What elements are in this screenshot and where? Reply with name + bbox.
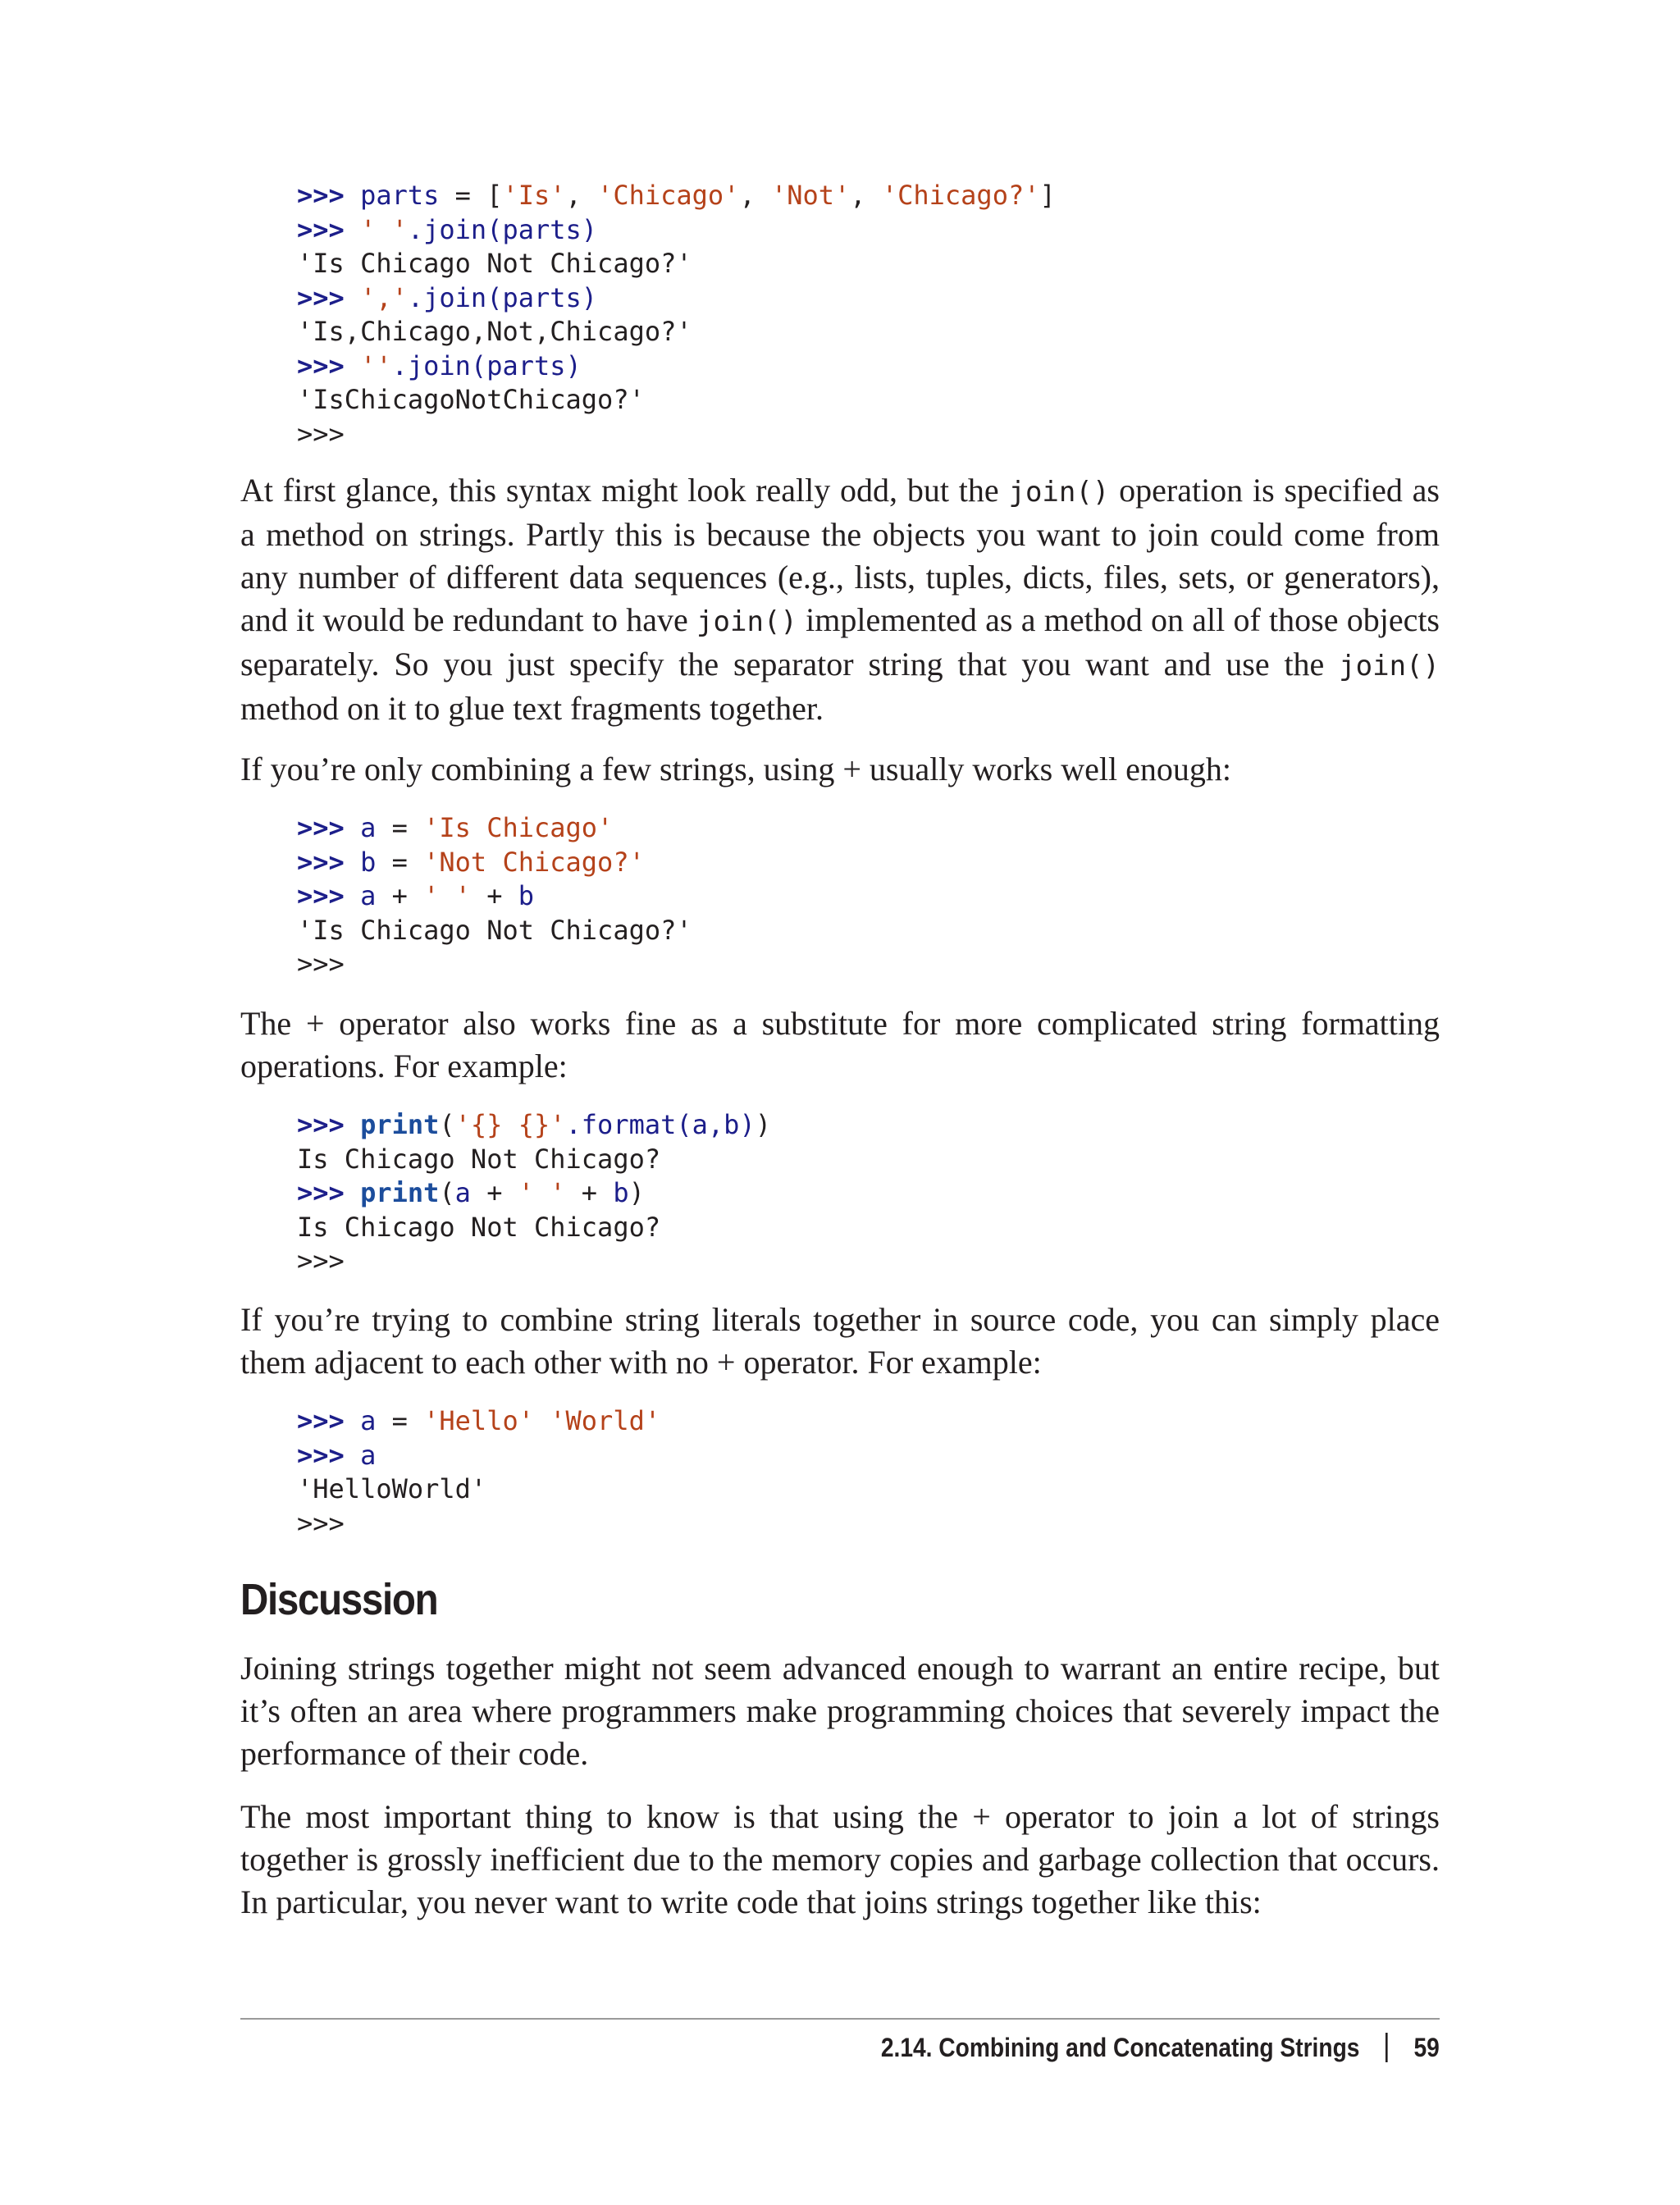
code-token: + xyxy=(470,1177,518,1208)
code-token: ' ' xyxy=(518,1177,566,1208)
code-token: >>> xyxy=(297,1507,345,1539)
code-token: 'Is' xyxy=(502,180,566,211)
code-token: '{} {}' xyxy=(454,1109,566,1140)
code-token: b xyxy=(518,880,534,911)
code-token: , xyxy=(850,180,882,211)
section-heading: Discussion xyxy=(240,1575,438,1624)
code-line xyxy=(297,914,1445,948)
code-token: a xyxy=(360,1405,377,1436)
code-token: a xyxy=(360,880,377,911)
code-token: = xyxy=(376,812,424,843)
code-token: [ xyxy=(486,180,503,211)
code-line xyxy=(297,179,1445,213)
paragraph-join-explanation xyxy=(240,469,1440,730)
code-line xyxy=(297,315,1445,349)
code-token: >>> xyxy=(297,812,361,843)
code-line xyxy=(297,349,1445,384)
inline-code: join() xyxy=(696,605,797,638)
code-token: >>> xyxy=(297,1109,361,1140)
code-token: b xyxy=(613,1177,629,1208)
code-token: + xyxy=(470,880,518,911)
code-line xyxy=(297,846,1445,880)
code-line xyxy=(297,1244,1445,1279)
code-token: + xyxy=(376,880,424,911)
code-line xyxy=(297,1404,1445,1439)
code-token: 'Hello' xyxy=(423,1405,534,1436)
code-line xyxy=(297,1507,1445,1541)
code-token: = xyxy=(376,1405,424,1436)
code-line xyxy=(297,1439,1445,1473)
text-run: Joining strings together might not seem advanced enough to warrant an entire recipe, but it’s often an area where programmers make programming choices that severely impact the performance of their code. xyxy=(240,1650,1440,1772)
code-token: .join(parts) xyxy=(407,281,598,313)
code-token: Is Chicago Not Chicago? xyxy=(297,1143,661,1175)
code-token: print xyxy=(360,1177,440,1208)
code-line xyxy=(297,879,1445,914)
code-line xyxy=(297,383,1445,418)
code-token: >>> xyxy=(297,213,361,245)
code-token: >>> xyxy=(297,281,361,313)
code-line xyxy=(297,247,1445,281)
code-token: ) xyxy=(755,1109,771,1140)
footer-rule xyxy=(240,2018,1440,2020)
code-token: ' ' xyxy=(360,213,408,245)
paragraph-discussion-intro xyxy=(240,1647,1440,1775)
code-token: 'Not Chicago?' xyxy=(423,846,645,878)
code-token: 'Chicago?' xyxy=(881,180,1040,211)
code-token: >>> xyxy=(297,1405,361,1436)
code-token: a xyxy=(360,1439,377,1471)
code-line xyxy=(297,281,1445,316)
text-run: At first glance, this syntax might look really odd, but the xyxy=(240,472,1009,509)
footer-separator xyxy=(1386,2033,1388,2062)
code-token: = xyxy=(376,846,424,878)
code-line xyxy=(297,1211,1445,1245)
code-token: b xyxy=(360,846,377,878)
paragraph-plus-formatting xyxy=(240,1002,1440,1088)
code-line xyxy=(297,1108,1445,1143)
code-token: >>> xyxy=(297,1439,361,1471)
code-token: a xyxy=(360,812,377,843)
code-line xyxy=(297,1176,1445,1211)
code-token: 'Chicago' xyxy=(597,180,740,211)
code-token: + xyxy=(565,1177,614,1208)
code-token: ',' xyxy=(360,281,408,313)
code-token: >>> xyxy=(297,349,361,381)
code-token: >>> xyxy=(297,948,345,979)
code-block-plus-examples xyxy=(297,811,1445,982)
code-token: = xyxy=(439,180,487,211)
code-block-literal-examples xyxy=(297,1404,1445,1541)
code-line xyxy=(297,418,1445,452)
text-run: If you’re trying to combine string literals together in source code, you can simply place them adjacent to each other with no + operator. For example: xyxy=(240,1301,1440,1381)
text-run: implemented as a method on all of those objects separately. So you just specify the separator string that you want and use the xyxy=(240,601,1440,682)
code-token: , xyxy=(565,180,598,211)
code-token: 'Not' xyxy=(770,180,851,211)
code-token: >>> xyxy=(297,1245,345,1276)
code-token: >>> xyxy=(297,846,361,878)
code-token: ' ' xyxy=(423,880,471,911)
code-token: .format(a,b) xyxy=(565,1109,756,1140)
text-run: The + operator also works fine as a substitute for more complicated string formatting operations. For example: xyxy=(240,1005,1440,1084)
code-token: 'World' xyxy=(550,1405,661,1436)
text-run: If you’re only combining a few strings, using + usually works well enough: xyxy=(240,751,1231,788)
code-line xyxy=(297,1143,1445,1177)
code-block-join-examples xyxy=(297,179,1445,451)
code-token: >>> xyxy=(297,880,361,911)
text-run: operation is specified as a method on strings. Partly this is because the objects you want to join could come from any number of different data sequences (e.g., lists, tuples, dicts, files, sets, or generators), and it would be redundant to have xyxy=(240,472,1440,638)
code-line xyxy=(297,213,1445,248)
code-token: Is Chicago Not Chicago? xyxy=(297,1211,661,1243)
code-token: ) xyxy=(628,1177,645,1208)
inline-code: join() xyxy=(1008,476,1110,509)
code-token: 'Is Chicago' xyxy=(423,812,614,843)
paragraph-plus-intro xyxy=(240,748,1440,791)
code-token: ( xyxy=(439,1177,455,1208)
code-token: print xyxy=(360,1109,440,1140)
code-token xyxy=(534,1405,550,1436)
text-run: method on it to glue text fragments together. xyxy=(240,690,824,727)
code-token: 'Is,Chicago,Not,Chicago?' xyxy=(297,316,692,347)
code-token: 'Is Chicago Not Chicago?' xyxy=(297,914,692,946)
code-block-print-examples xyxy=(297,1108,1445,1279)
code-token: 'IsChicagoNotChicago?' xyxy=(297,384,645,415)
code-token: 'HelloWorld' xyxy=(297,1473,487,1504)
code-token: '' xyxy=(360,349,392,381)
paragraph-adjacent-literals xyxy=(240,1299,1440,1384)
text-run: The most important thing to know is that using the + operator to join a lot of strings together is grossly inefficient due to the memory copies and garbage collection that occurs. In particular, you never want to write code that joins strings together like this: xyxy=(240,1798,1440,1920)
code-token: 'Is Chicago Not Chicago?' xyxy=(297,248,692,279)
code-token: >>> xyxy=(297,418,345,450)
footer-section-title: 2.14. Combining and Concatenating Strings xyxy=(881,2033,1360,2062)
code-line xyxy=(297,947,1445,982)
code-line xyxy=(297,811,1445,846)
code-token: parts xyxy=(360,180,440,211)
code-token: ( xyxy=(439,1109,455,1140)
code-token: , xyxy=(739,180,771,211)
code-token: >>> xyxy=(297,1177,361,1208)
paragraph-plus-inefficiency xyxy=(240,1796,1440,1924)
code-line xyxy=(297,1472,1445,1507)
inline-code: join() xyxy=(1339,650,1440,682)
code-token: >>> xyxy=(297,180,361,211)
page-number: 59 xyxy=(1413,2033,1440,2062)
code-token: ] xyxy=(1039,180,1056,211)
page-footer xyxy=(881,2031,1440,2064)
code-token: .join(parts) xyxy=(407,213,598,245)
code-token: a xyxy=(454,1177,471,1208)
code-token: .join(parts) xyxy=(391,349,582,381)
